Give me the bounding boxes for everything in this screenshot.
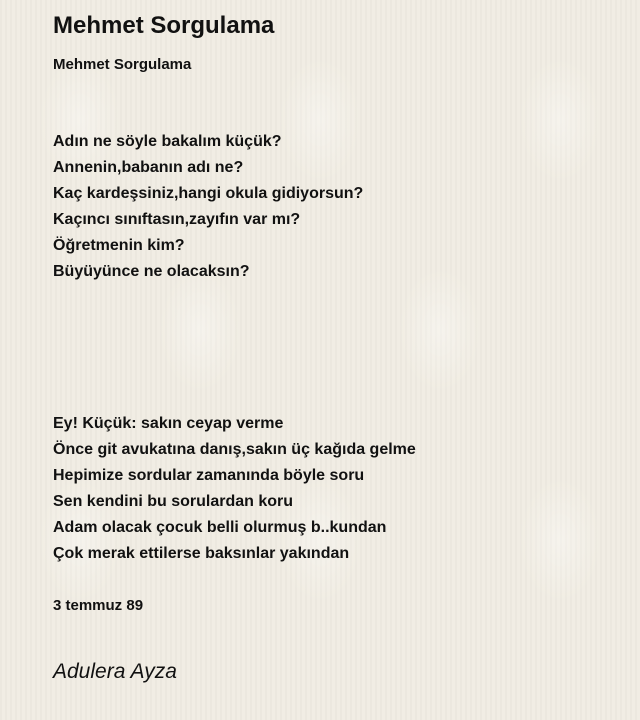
poem-author-heading: Mehmet Sorgulama xyxy=(53,56,192,73)
poem-stanza-2 xyxy=(53,411,416,567)
poem-date: 3 temmuz 89 xyxy=(53,597,144,614)
poem-line: Adam olacak çocuk belli olurmuş b..kundan xyxy=(53,519,387,536)
poem-line: Önce git avukatına danış,sakın üç kağıda gelme xyxy=(53,441,416,458)
poem-line: Ey! Küçük: sakın ceyap verme xyxy=(53,415,284,432)
poem-line: Çok merak ettilerse baksınlar yakından xyxy=(53,545,350,562)
poem-line: Sen kendini bu sorulardan koru xyxy=(53,493,294,510)
poem-line: Kaçıncı sınıftasın,zayıfın var mı? xyxy=(53,211,301,228)
poem-line: Büyüyünce ne olacaksın? xyxy=(53,263,250,280)
poem-stanza-1 xyxy=(53,129,363,285)
poem-line: Kaç kardeşsiniz,hangi okula gidiyorsun? xyxy=(53,185,364,202)
poem-line: Hepimize sordular zamanında böyle soru xyxy=(53,467,365,484)
poem-line: Öğretmenin kim? xyxy=(53,237,185,254)
poet-signature: Adulera Ayza xyxy=(53,660,177,683)
poem-title: Mehmet Sorgulama xyxy=(53,12,275,39)
poem-line: Annenin,babanın adı ne? xyxy=(53,159,244,176)
poem-line: Adın ne söyle bakalım küçük? xyxy=(53,133,282,150)
